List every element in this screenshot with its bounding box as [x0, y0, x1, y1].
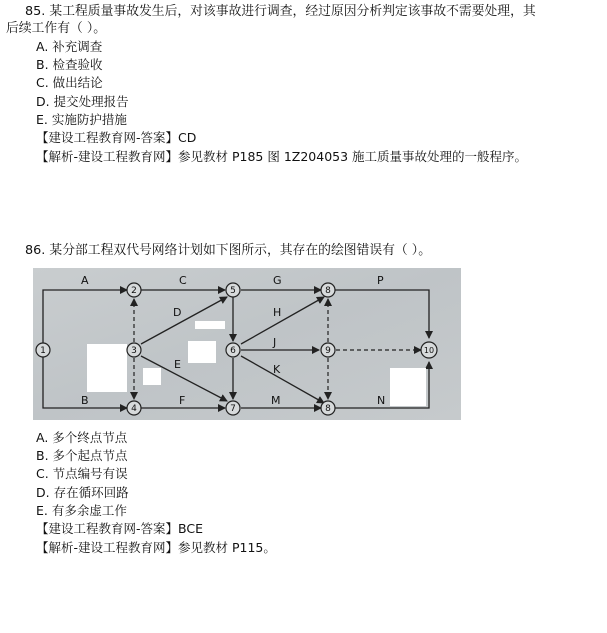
node-9	[321, 343, 335, 357]
q85-option-e: E. 实施防护措施	[36, 112, 127, 127]
node-6	[226, 343, 240, 357]
q85-option-a: A. 补充调查	[36, 39, 103, 54]
svg-text:4: 4	[131, 404, 137, 414]
q86-stem: 86. 某分部工程双代号网络计划如下图所示，其存在的绘图错误有（ ）。	[25, 243, 431, 258]
white-patch	[143, 368, 161, 385]
svg-text:2: 2	[131, 286, 137, 296]
svg-text:7: 7	[230, 404, 236, 414]
label-M: M	[271, 394, 281, 407]
q85-option-d: D. 提交处理报告	[36, 94, 129, 109]
svg-text:3: 3	[131, 346, 137, 356]
node-3	[127, 343, 141, 357]
network-diagram	[33, 268, 461, 420]
q85-option-c: C. 做出结论	[36, 75, 103, 90]
node-2	[127, 283, 141, 297]
q86-option-d: D. 存在循环回路	[36, 485, 129, 500]
svg-text:1: 1	[40, 346, 46, 356]
label-H: H	[273, 306, 282, 319]
q85-answer: 【建设工程教育网-答案】CD	[36, 130, 197, 145]
svg-text:5: 5	[230, 286, 236, 296]
label-K: K	[273, 363, 281, 376]
node-7	[226, 401, 240, 415]
label-D: D	[173, 306, 182, 319]
label-E: E	[174, 358, 181, 371]
label-C: C	[179, 274, 187, 287]
label-F: F	[179, 394, 186, 407]
node-1	[36, 343, 50, 357]
label-A: A	[81, 274, 89, 287]
node-10	[421, 342, 437, 358]
svg-text:6: 6	[230, 346, 236, 356]
svg-text:8: 8	[325, 404, 331, 414]
node-4	[127, 401, 141, 415]
white-patch	[87, 344, 127, 392]
white-patch	[188, 341, 216, 363]
q85-option-b: B. 检查验收	[36, 57, 103, 72]
node-8-bottom	[321, 401, 335, 415]
q86-analysis: 【解析-建设工程教育网】参见教材 P115。	[36, 540, 276, 555]
q85-stem-line2: 后续工作有（ ）。	[6, 21, 107, 36]
node-8-top	[321, 283, 335, 297]
white-patch	[195, 321, 225, 329]
node-5	[226, 283, 240, 297]
svg-text:8: 8	[325, 286, 331, 296]
q85-analysis: 【解析-建设工程教育网】参见教材 P185 图 1Z204053 施工质量事故处理的一般程序。	[36, 149, 528, 164]
svg-text:10: 10	[423, 346, 435, 355]
white-patch	[390, 368, 426, 406]
label-J: J	[273, 336, 277, 349]
label-B: B	[81, 394, 89, 407]
q86-answer: 【建设工程教育网-答案】BCE	[36, 521, 203, 536]
q86-option-b: B. 多个起点节点	[36, 448, 128, 463]
label-P: P	[377, 274, 384, 287]
q86-option-a: A. 多个终点节点	[36, 430, 128, 445]
svg-text:9: 9	[325, 346, 331, 356]
q86-option-c: C. 节点编号有误	[36, 466, 128, 481]
label-N: N	[377, 394, 386, 407]
label-G: G	[273, 274, 282, 287]
q85-stem-line1: 85. 某工程质量事故发生后，对该事故进行调查，经过原因分析判定该事故不需要处理，其	[25, 4, 536, 19]
q86-option-e: E. 有多余虚工作	[36, 503, 127, 518]
